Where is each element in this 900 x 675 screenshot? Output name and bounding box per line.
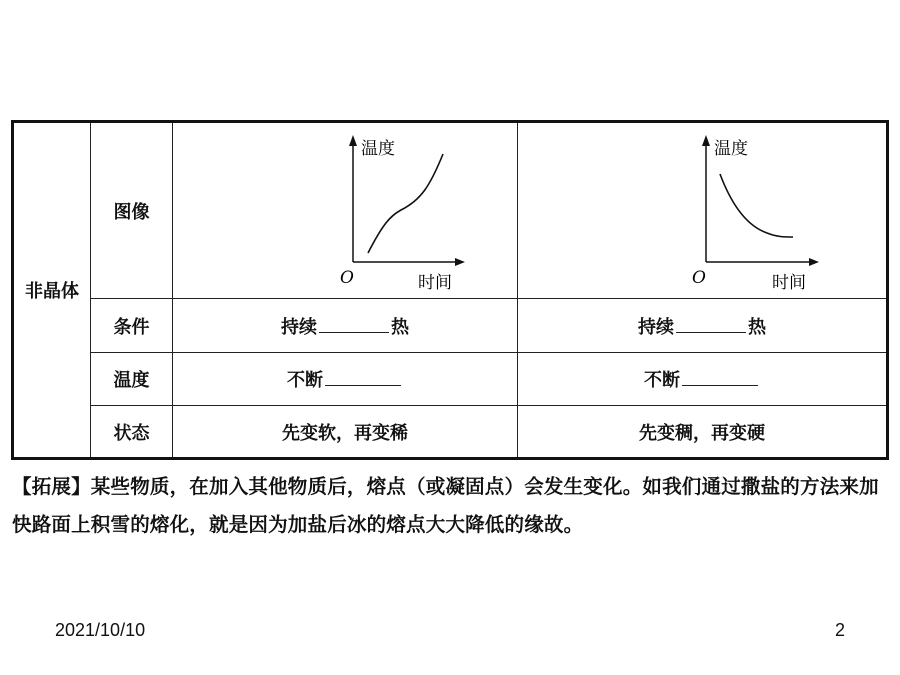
answer-blank[interactable] <box>682 369 758 386</box>
solidifying-graph-cell <box>518 122 888 299</box>
category-label: 非晶体 <box>25 281 79 302</box>
condition-suffix: 热 <box>391 316 409 338</box>
solidifying-state: 先变稠，再变硬 <box>518 406 888 459</box>
condition-prefix: 持续 <box>638 316 674 338</box>
y-axis-arrow-icon <box>702 135 710 146</box>
melting-state: 先变软，再变稀 <box>173 406 518 459</box>
y-axis-label: 温度 <box>361 138 395 159</box>
row-label-state: 状态 <box>91 406 173 459</box>
solidifying-condition <box>518 299 888 353</box>
comparison-table <box>11 120 886 457</box>
x-axis-arrow-icon <box>809 258 819 266</box>
origin-label: O <box>340 267 354 288</box>
answer-blank[interactable] <box>676 316 746 333</box>
row-label-condition: 条件 <box>91 299 173 353</box>
melting-graph <box>225 126 465 296</box>
temperature-prefix: 不断 <box>644 370 680 391</box>
condition-suffix: 热 <box>748 316 766 338</box>
answer-blank[interactable] <box>325 369 401 386</box>
temperature-prefix: 不断 <box>287 370 323 391</box>
solidifying-temperature <box>518 353 888 406</box>
x-axis-label: 时间 <box>418 272 452 293</box>
page-number: 2 <box>835 620 846 640</box>
solidifying-graph <box>582 126 822 296</box>
row-label-temperature: 温度 <box>91 353 173 406</box>
y-axis-label: 温度 <box>714 138 748 159</box>
solidifying-curve <box>720 174 793 237</box>
extension-paragraph: 【拓展】某些物质，在加入其他物质后，熔点（或凝固点）会发生变化。如我们通过撒盐的方法来加快路面上积雪的熔化，就是因为加盐后冰的熔点大大降低的缘故。 <box>12 475 879 536</box>
melting-curve <box>368 154 443 253</box>
melting-condition <box>173 299 518 353</box>
x-axis-arrow-icon <box>455 258 465 266</box>
x-axis-label: 时间 <box>772 272 806 293</box>
origin-label: O <box>692 267 706 288</box>
y-axis-arrow-icon <box>349 135 357 146</box>
melting-graph-cell <box>173 122 518 299</box>
category-cell <box>13 122 91 459</box>
row-label-image: 图像 <box>91 122 173 299</box>
footer-date: 2021/10/10 <box>55 620 146 640</box>
answer-blank[interactable] <box>319 316 389 333</box>
condition-prefix: 持续 <box>281 316 317 338</box>
melting-temperature <box>173 353 518 406</box>
